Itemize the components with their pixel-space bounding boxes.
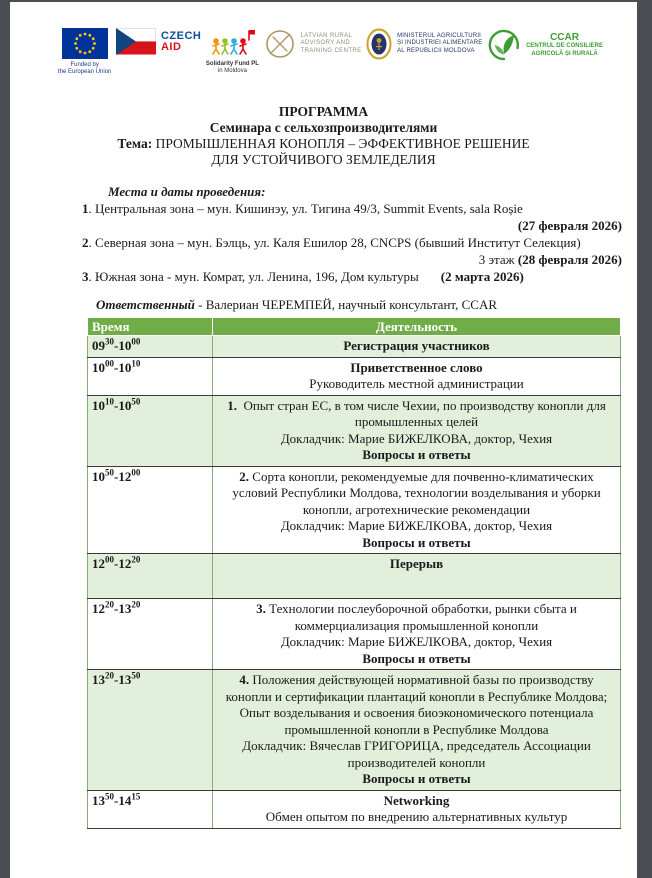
activity-line: 2. Сорта конопли, рекомендуемые для почвенно-климатических условий Республики Молдова, технологии возделывания и уборки конопли, агротехнические рекомендации bbox=[232, 468, 601, 517]
document-page bbox=[10, 2, 637, 878]
venue-date-1: (27 февраля 2026) bbox=[517, 218, 622, 233]
eu-funding-logo bbox=[58, 28, 111, 76]
ministry-text-line3: AL REPUBLICII MOLDOVA bbox=[397, 47, 475, 54]
schedule-row bbox=[88, 670, 621, 791]
venue-item-2 bbox=[82, 234, 622, 251]
time-range: $09^{30}-10^{00}$ bbox=[88, 336, 213, 358]
title-line1: ПРОГРАММА bbox=[278, 104, 369, 119]
activity-cell bbox=[213, 599, 621, 670]
activity-line: Докладчик: Марие БИЖЕЛКОВА, доктор, Чехия bbox=[280, 518, 553, 533]
schedule-row bbox=[88, 466, 621, 554]
venue-date: (28 февраля 2026) bbox=[517, 252, 622, 267]
activity-line: Докладчик: Марие БИЖЕЛКОВА, доктор, Чехия bbox=[280, 430, 553, 446]
venue-number: 2 bbox=[82, 235, 89, 250]
moldova-agriculture-ministry-logo bbox=[366, 28, 482, 60]
schedule-header-row bbox=[88, 318, 621, 336]
title-line4: ДЛЯ УСТОЙЧИВОГО ЗЕМЛЕДЕЛИЯ bbox=[211, 152, 436, 167]
activity-cell bbox=[213, 357, 621, 395]
venue-item-1 bbox=[82, 200, 622, 217]
time-range: $10^{00}-10^{10}$ bbox=[88, 357, 213, 395]
activity-line: Вопросы и ответы bbox=[362, 534, 471, 550]
responsible-text: - Валериан ЧЕРЕМПЕЙ, научный консультант, CCAR bbox=[194, 297, 498, 312]
activity-cell bbox=[213, 466, 621, 554]
activity-line: Перерыв bbox=[389, 556, 444, 571]
venue-text: . Центральная зона – мун. Кишинэу, ул. Тигина 49/3, Summit Events, sala Roșie bbox=[88, 201, 523, 216]
activity-line: 4. Положения действующей нормативной базы по производству конопли и сертификации плантаций конопли в Республике Молдова; bbox=[225, 672, 608, 704]
ccar-logo bbox=[487, 28, 603, 62]
ccar-leaf-icon bbox=[487, 28, 521, 62]
czech-aid-word2: AID bbox=[160, 40, 182, 53]
theme-label: Тема: bbox=[117, 136, 153, 151]
solidarity-figures-icon bbox=[209, 28, 255, 58]
title-line2: Семинара с сельхозпроизводителями bbox=[209, 120, 438, 135]
activity-line: 1. Опыт стран ЕС, в том числе Чехии, по производству конопли для промышленных целей bbox=[227, 397, 606, 429]
latvian-centre-logo bbox=[264, 28, 362, 60]
schedule-row bbox=[88, 357, 621, 395]
venue-text: . Северная зона – мун. Бэлць, ул. Каля Ешилор 28, CNCPS (бывший Институт Селекция) bbox=[88, 235, 581, 250]
ministry-text-line2: ȘI INDUSTRIEI ALIMENTARE bbox=[397, 40, 483, 47]
schedule-row bbox=[88, 554, 621, 599]
ccar-text-line2: AGRICOLĂ ȘI RURALĂ bbox=[531, 50, 598, 57]
schedule-row bbox=[88, 599, 621, 670]
activity-cell bbox=[213, 790, 621, 828]
activity-line: Вопросы и ответы bbox=[362, 650, 471, 666]
ccar-text-line1: CENTRUL DE CONSILIERE bbox=[526, 43, 603, 49]
activity-line: Руководитель местной администрации bbox=[309, 376, 524, 391]
latvian-text-line1: LATVIAN RURAL bbox=[300, 32, 353, 39]
solidarity-caption-line1: Solidarity Fund PL bbox=[205, 61, 259, 67]
time-range: $12^{00}-12^{20}$ bbox=[88, 554, 213, 599]
czech-aid-logo bbox=[116, 28, 201, 55]
eu-flag-icon bbox=[62, 28, 108, 59]
column-header-time: Время bbox=[88, 318, 213, 336]
venues-section bbox=[82, 183, 622, 285]
schedule-table bbox=[87, 317, 621, 829]
ministry-text-line1: MINISTERUL AGRICULTURII bbox=[397, 32, 482, 39]
activity-line: Networking bbox=[383, 792, 450, 808]
activity-line: Опыт возделывания и освоения биоэкономического потенциала промышленной конопли в Республике Молдова bbox=[239, 705, 594, 737]
document-title bbox=[10, 104, 637, 168]
venue-number: 3 bbox=[82, 269, 89, 284]
activity-line: Вопросы и ответы bbox=[362, 447, 471, 462]
activity-cell bbox=[213, 336, 621, 358]
time-range: $13^{50}-14^{15}$ bbox=[88, 790, 213, 828]
responsible-label: Ответственный bbox=[96, 297, 195, 312]
activity-line: Приветственное слово bbox=[350, 359, 483, 375]
czech-flag-icon bbox=[116, 28, 156, 55]
activity-line: Регистрация участников bbox=[343, 338, 490, 353]
activity-line: 3. Технологии послеуборочной обработки, рынки сбыта и коммерциализация промышленной конопли bbox=[256, 601, 577, 633]
activity-line: Вопросы и ответы bbox=[362, 771, 471, 786]
venue-text: . Южная зона - мун. Комрат, ул. Ленина, 196, Дом культуры bbox=[88, 269, 419, 284]
activity-line: Докладчик: Вячеслав ГРИГОРИЦА, председатель Ассоциации производителей конопли bbox=[242, 738, 591, 770]
activity-cell bbox=[213, 395, 621, 466]
schedule-body bbox=[88, 336, 621, 829]
responsible-line bbox=[96, 296, 622, 313]
activity-cell bbox=[213, 554, 621, 599]
time-range: $10^{10}-10^{50}$ bbox=[88, 395, 213, 466]
venues-heading: Места и даты проведения: bbox=[108, 184, 266, 199]
theme-text: ПРОМЫШЛЕННАЯ КОНОПЛЯ – ЭФФЕКТИВНОЕ РЕШЕНИЕ bbox=[155, 136, 530, 151]
schedule-row bbox=[88, 790, 621, 828]
schedule-row bbox=[88, 395, 621, 466]
activity-cell bbox=[213, 670, 621, 791]
time-range: $10^{50}-12^{00}$ bbox=[88, 466, 213, 554]
solidarity-fund-logo bbox=[206, 28, 259, 75]
activity-line: Обмен опытом по внедрению альтернативных культур bbox=[265, 809, 568, 824]
solidarity-caption-line2: in Moldova bbox=[217, 68, 247, 74]
activity-line: Докладчик: Марие БИЖЕЛКОВА, доктор, Чехия bbox=[280, 634, 553, 649]
venue-date-prefix: 3 этаж bbox=[478, 252, 518, 267]
venue-date-2 bbox=[82, 251, 622, 268]
logo-row bbox=[58, 28, 603, 84]
schedule-row bbox=[88, 336, 621, 358]
time-range: $13^{20}-13^{50}$ bbox=[88, 670, 213, 791]
venue-item-3 bbox=[82, 268, 622, 285]
ccar-title: CCAR bbox=[550, 32, 579, 43]
venue-number: 1 bbox=[82, 201, 89, 216]
latvian-centre-icon bbox=[264, 28, 296, 60]
eu-caption-line1: Funded by bbox=[70, 62, 99, 68]
czech-aid-word1: CZECH bbox=[160, 29, 202, 42]
latvian-text-line3: TRAINING CENTRE bbox=[300, 47, 362, 54]
latvian-text-line2: ADVISORY AND bbox=[300, 40, 351, 47]
time-range: $12^{20}-13^{20}$ bbox=[88, 599, 213, 670]
title-theme-line bbox=[10, 136, 637, 152]
venue-date-3: (2 марта 2026) bbox=[440, 269, 524, 284]
moldova-coat-of-arms-icon bbox=[366, 28, 392, 60]
eu-caption-line2: the European Union bbox=[58, 69, 112, 75]
column-header-activity: Деятельность bbox=[213, 318, 621, 336]
